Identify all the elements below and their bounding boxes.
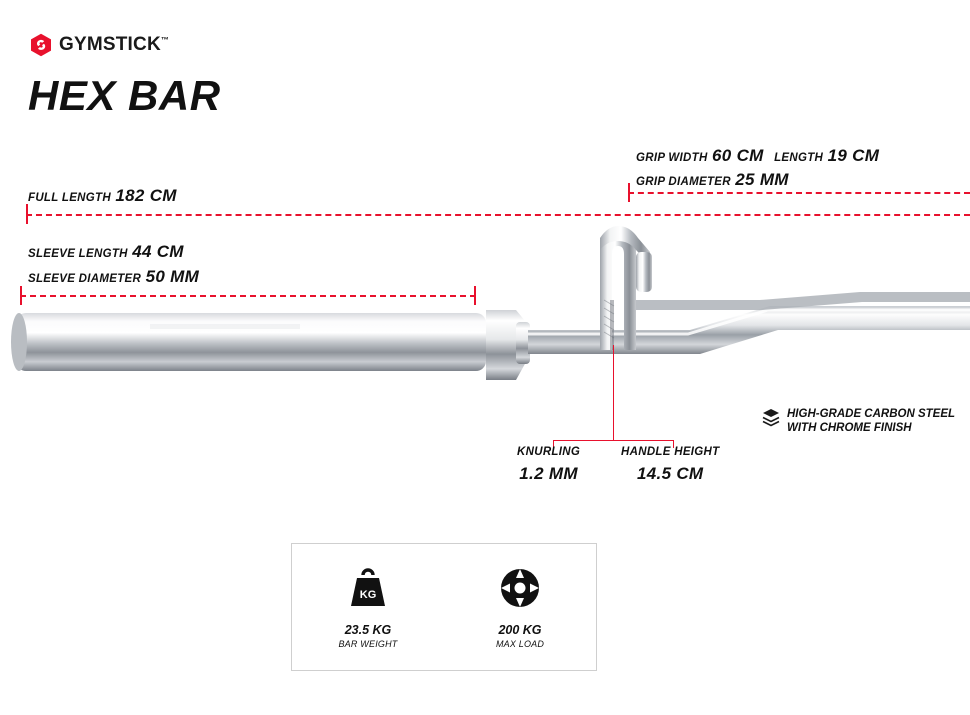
- sleeve-collar: [486, 310, 530, 380]
- sleeve-diameter-value: 50 MM: [145, 267, 200, 286]
- brand-logo: [30, 33, 169, 57]
- svg-text:KG: KG: [359, 589, 377, 601]
- brand-name: [59, 34, 169, 56]
- handle-post: [600, 226, 652, 350]
- weight-plate-icon: [496, 565, 544, 611]
- material-line-2: WITH CHROME FINISH: [787, 422, 912, 434]
- material-line-1: HIGH-GRADE CARBON STEEL: [787, 408, 956, 420]
- annotation-sleeve-length: [28, 242, 184, 262]
- grip-diameter-label: GRIP DIAMETER: [636, 176, 731, 188]
- sleeve-length-left-tick: [20, 286, 22, 305]
- sleeve-length-right-tick: [474, 286, 476, 305]
- sleeve-length-dimension-line: [20, 295, 476, 297]
- page-title: HEX BAR: [28, 72, 221, 119]
- grip-diameter-value: 25 MM: [735, 170, 789, 189]
- sleeve-length-label: SLEEVE LENGTH: [28, 248, 128, 260]
- full-length-label: FULL LENGTH: [28, 192, 111, 204]
- full-length-dimension-line: [26, 214, 970, 216]
- brand-trademark: ™: [160, 35, 170, 45]
- knurling-leader-line: [613, 345, 614, 440]
- steel-layers-icon: [762, 407, 780, 432]
- material-text: [787, 407, 955, 435]
- frame-bar: [528, 306, 970, 354]
- annotation-grip-width: [636, 146, 879, 166]
- sleeve-diameter-label: SLEEVE DIAMETER: [28, 273, 142, 285]
- annotation-sleeve-diameter: [28, 267, 199, 287]
- spec-max-load: [444, 565, 596, 649]
- max-load-label: MAX LOAD: [495, 639, 545, 649]
- annotation-knurling: [517, 446, 580, 484]
- bar-weight-value: 23.5 KG: [344, 623, 392, 637]
- grip-length-label: LENGTH: [774, 152, 824, 164]
- grip-width-dimension-line: [628, 192, 970, 194]
- annotation-full-length: [28, 186, 177, 206]
- rear-rail: [630, 292, 970, 310]
- material-note: [762, 407, 955, 435]
- sleeve-length-value: 44 CM: [132, 242, 184, 261]
- knurling-label: KNURLING: [517, 446, 581, 458]
- left-sleeve: [11, 313, 486, 371]
- grip-width-left-tick: [628, 183, 630, 202]
- grip-width-value: 60 CM: [712, 146, 764, 165]
- handle-height-label: HANDLE HEIGHT: [621, 446, 720, 458]
- annotation-handle-height: [621, 446, 719, 484]
- weight-kg-icon: [344, 565, 392, 611]
- handle-height-value: 14.5 CM: [637, 464, 704, 483]
- full-length-left-tick: [26, 204, 28, 224]
- grip-length-value: 19 CM: [827, 146, 880, 165]
- gymstick-hex-logo-icon: [30, 33, 52, 57]
- max-load-value: 200 KG: [498, 623, 542, 637]
- spec-bar-weight: [292, 565, 444, 649]
- knurling-value: 1.2 MM: [519, 464, 578, 483]
- full-length-value: 182 CM: [115, 186, 177, 205]
- knurling-texture: [604, 300, 614, 338]
- grip-width-label: GRIP WIDTH: [636, 152, 708, 164]
- brand-name-text: GYMSTICK: [59, 34, 161, 55]
- spec-summary-box: [291, 543, 597, 671]
- knurling-leader-cross: [553, 440, 673, 441]
- bar-weight-label: BAR WEIGHT: [338, 639, 398, 649]
- annotation-grip-diameter: [636, 170, 789, 190]
